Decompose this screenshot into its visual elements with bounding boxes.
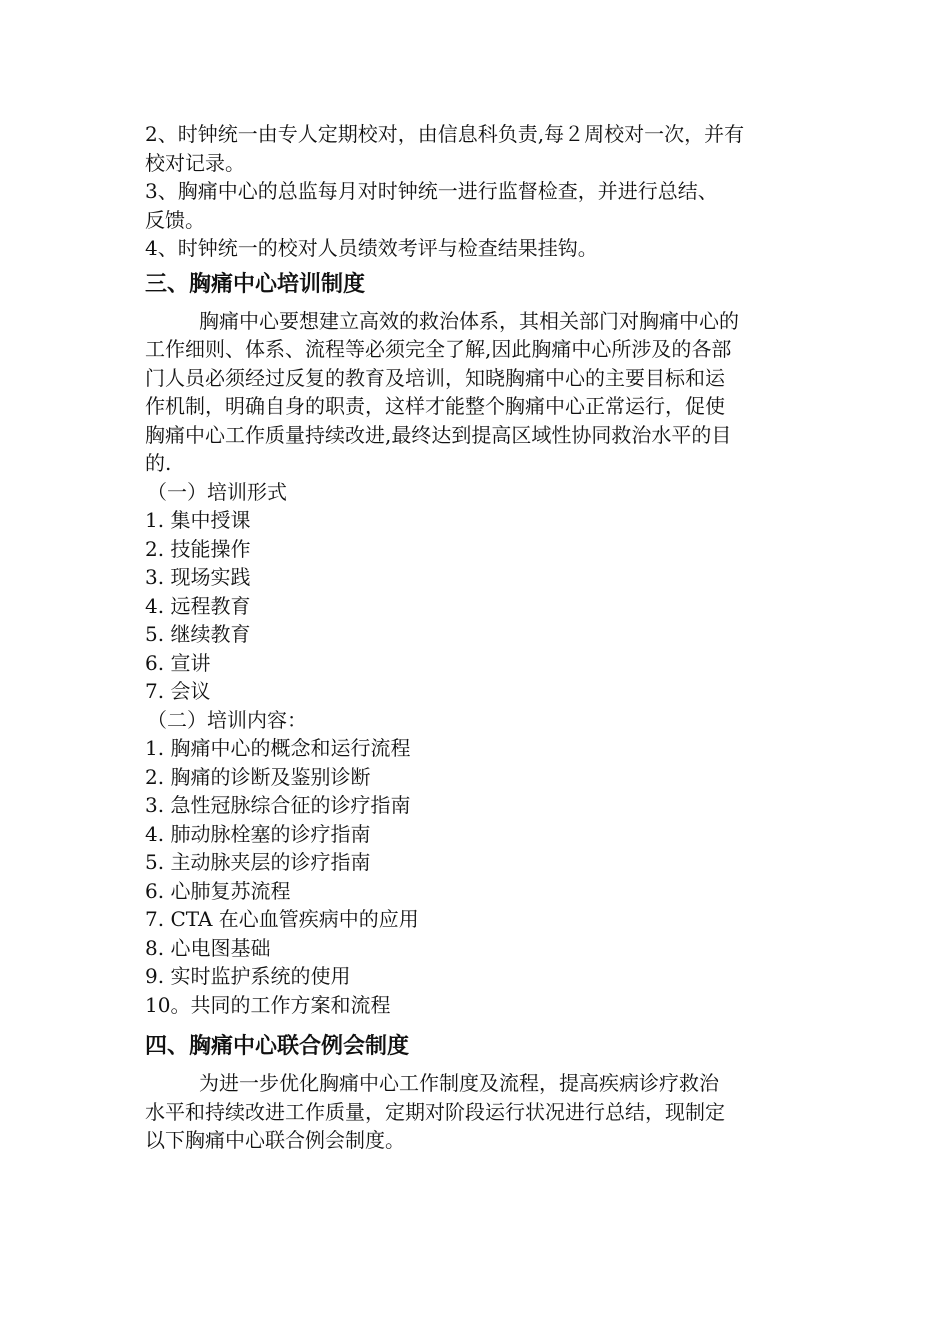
text-line: 3、胸痛中心的总监每月对时钟统一进行监督检查，并进行总结、 [145, 179, 718, 203]
text-line: 胸痛中心工作质量持续改进,最终达到提高区域性协同救治水平的目 [145, 422, 732, 447]
intro-item-2 [145, 120, 810, 177]
list-item: 3. 急性冠脉综合征的诊疗指南 [145, 793, 411, 817]
text-line: 的. [145, 451, 172, 475]
list-item: 8. 心电图基础 [145, 935, 271, 960]
list-item: 2. 技能操作 [145, 536, 251, 561]
text-line: 门人员必须经过反复的教育及培训，知晓胸痛中心的主要目标和运 [145, 365, 725, 390]
text-line: 2、时钟统一由专人定期校对，由信息科负责,每２周校对一次，并有 [145, 122, 745, 146]
list-item: 1. 胸痛中心的概念和运行流程 [145, 736, 411, 760]
text-line: 作机制，明确自身的职责，这样才能整个胸痛中心正常运行，促使 [145, 394, 725, 418]
list-item: 7. CTA 在心血管疾病中的应用 [145, 907, 419, 931]
list-item: 1. 集中授课 [145, 508, 251, 532]
list-item: 4. 肺动脉栓塞的诊疗指南 [145, 821, 371, 846]
subsection-title-training-forms: （一）培训形式 [147, 479, 287, 504]
section-heading-training: 三、胸痛中心培训制度 [145, 271, 366, 297]
intro-item-3 [145, 177, 810, 234]
document-page [145, 120, 810, 1155]
list-item: 4. 远程教育 [145, 593, 251, 618]
list-item: 6. 心肺复苏流程 [145, 878, 291, 903]
section-heading-joint-meeting: 四、胸痛中心联合例会制度 [145, 1034, 410, 1059]
list-item: 5. 继续教育 [145, 622, 251, 646]
text-line: 胸痛中心要想建立高效的救治体系，其相关部门对胸痛中心的 [199, 308, 739, 333]
list-item: 3. 现场实践 [145, 565, 251, 589]
text-line: 为进一步优化胸痛中心工作制度及流程，提高疾病诊疗救治 [199, 1071, 719, 1095]
list-item: 5. 主动脉夹层的诊疗指南 [145, 850, 371, 874]
text-line: 以下胸痛中心联合例会制度。 [145, 1128, 405, 1152]
training-forms-list [145, 506, 810, 706]
text-line: 工作细则、体系、流程等必须完全了解,因此胸痛中心所涉及的各部 [145, 337, 732, 361]
text-line: 反馈。 [145, 207, 205, 232]
text-line: 4、时钟统一的校对人员绩效考评与检查结果挂钩。 [145, 236, 598, 260]
training-content-list [145, 734, 810, 1019]
training-paragraph [145, 307, 810, 478]
text-line: 水平和持续改进工作质量，定期对阶段运行状况进行总结，现制定 [145, 1099, 725, 1124]
list-item: 9. 实时监护系统的使用 [145, 964, 351, 988]
text-line: 校对记录。 [145, 150, 245, 175]
joint-meeting-paragraph [145, 1069, 810, 1155]
list-item: 10。共同的工作方案和流程 [145, 992, 391, 1017]
list-item: 7. 会议 [145, 679, 211, 703]
intro-item-4 [145, 234, 810, 263]
list-item: 2. 胸痛的诊断及鉴别诊断 [145, 764, 371, 789]
list-item: 6. 宣讲 [145, 650, 211, 675]
subsection-title-training-content: （二）培训内容： [147, 707, 307, 732]
